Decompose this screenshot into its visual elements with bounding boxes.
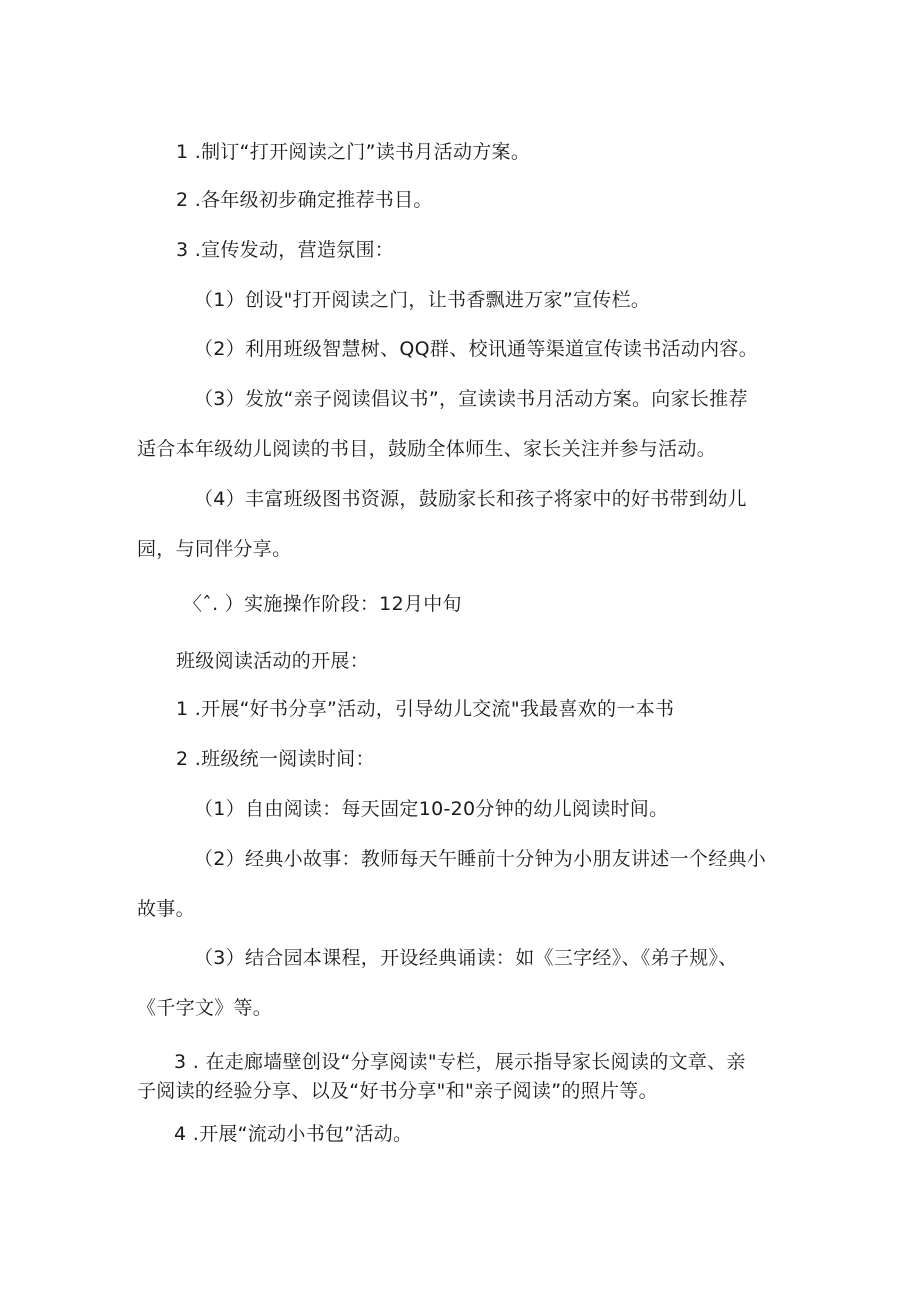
activity-item-1: 1 .开展“好书分享”活动，引导幼儿交流"我最喜欢的一本书 (176, 698, 675, 720)
plan-item-3: 3 .宣传发动，营造氛围： (176, 239, 395, 261)
activity-item-3: 3 . 在走廊墙壁创设“分享阅读"专栏，展示指导家长阅读的文章、亲 (174, 1051, 746, 1073)
promotion-subitem-3: （3）发放“亲子阅读倡议书”，宣读读书月活动方案。向家长推荐 (194, 388, 748, 410)
activity-item-4: 4 .开展“流动小书包”活动。 (174, 1123, 413, 1145)
promotion-subitem-4: （4）丰富班级图书资源，鼓励家长和孩子将家中的好书带到幼儿 (194, 488, 747, 510)
promotion-subitem-3-cont: 适合本年级幼儿阅读的书目，鼓励全体师生、家长关注并参与活动。 (137, 438, 717, 460)
promotion-subitem-2: （2）利用班级智慧树、QQ群、校讯通等渠道宣传读书活动内容。 (194, 338, 758, 360)
promotion-subitem-1: （1）创设"打开阅读之门，让书香飘进万家”宣传栏。 (194, 289, 651, 311)
plan-item-2: 2 .各年级初步确定推荐书目。 (176, 189, 433, 211)
class-activities-heading: 班级阅读活动的开展： (176, 650, 370, 672)
reading-subitem-3-cont: 《千字文》等。 (137, 997, 273, 1019)
plan-item-1: 1 .制订“打开阅读之门”读书月活动方案。 (176, 141, 531, 163)
reading-subitem-1: （1）自由阅读：每天固定10-20分钟的幼儿阅读时间。 (194, 798, 669, 820)
activity-item-3-cont: 子阅读的经验分享、以及“好书分享"和"亲子阅读”的照片等。 (137, 1080, 658, 1102)
reading-subitem-2-cont: 故事。 (137, 898, 195, 920)
reading-subitem-2: （2）经典小故事：教师每天午睡前十分钟为小朋友讲述一个经典小 (194, 848, 767, 870)
promotion-subitem-4-cont: 园，与同伴分享。 (137, 538, 292, 560)
activity-item-2: 2 .班级统一阅读时间： (176, 748, 375, 770)
reading-subitem-3: （3）结合园本课程，开设经典诵读：如《三字经》、《弟子规》、 (194, 947, 738, 969)
section-heading-implementation: 〈ˆ. ）实施操作阶段：12月中旬 (183, 593, 462, 615)
